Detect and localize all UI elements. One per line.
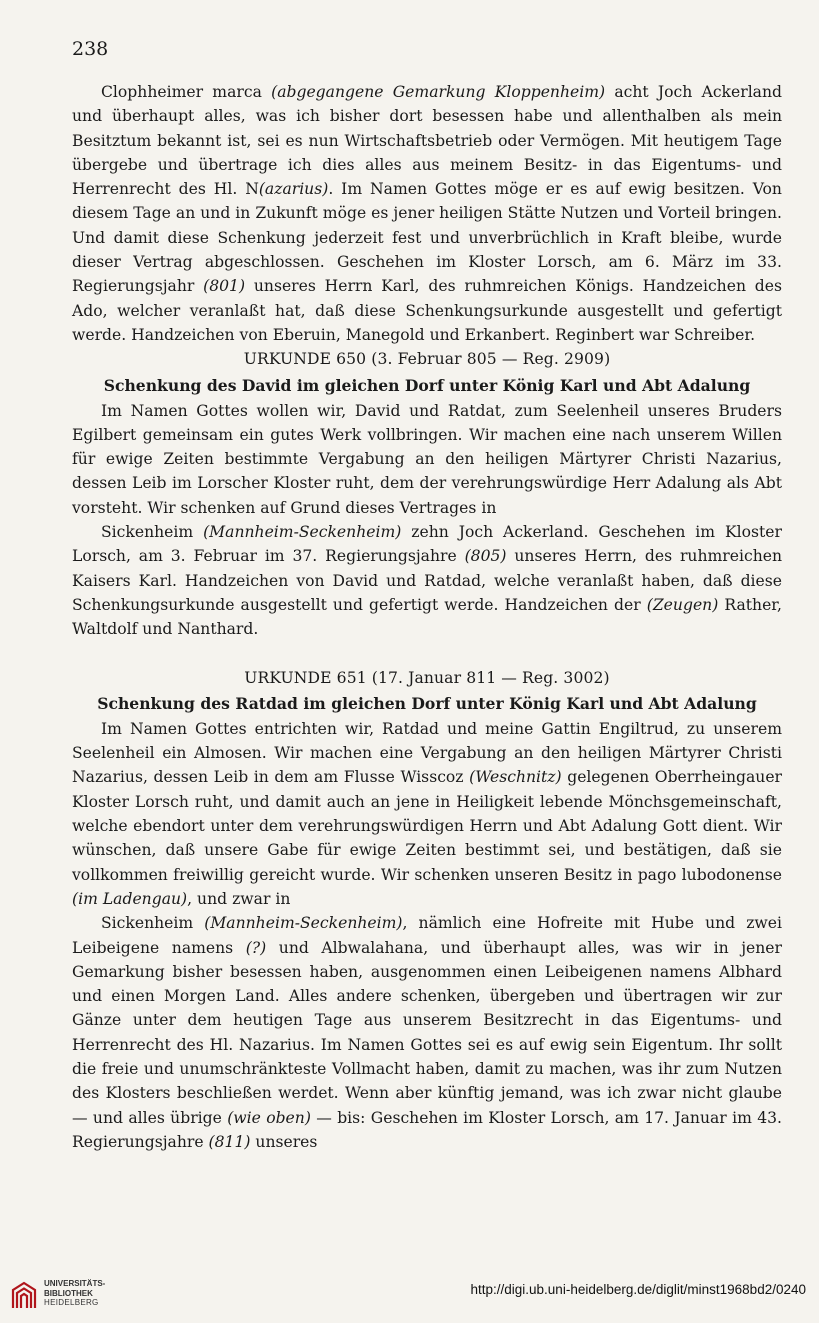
page-number: 238: [72, 38, 109, 60]
editorial-note: (Mannheim-Seckenheim): [204, 914, 403, 933]
urkunde-650-paragraph-1: Im Namen Gottes wollen wir, David und Ratdat, zum Seelenheil unseres Bruders Egilbert gemeinsam ein gutes Werk vollbringen. Wir machen eine nach unserem Willen für ewige Zeiten bestimmte Vergabung an den heiligen Märtyrer Christi Nazarius, dessen Leib im Lorscher Kloster ruht, dem der verehrungswürdige Herr Adalung als Abt vorsteht. Wir schenken auf Grund dieses Vertrages in: [72, 401, 782, 517]
intro-paragraph: [72, 80, 782, 347]
urkunde-651-paragraph-1: [72, 717, 782, 911]
text-run: unseres Herrn, des ruhmreichen Kaisers Karl. Handzeichen von David und Ratdad, welche veranlaßt haben, daß diese Schenkungsurkunde ausgestellt und gefertigt werde. Handzeichen der: [72, 547, 783, 614]
page-body: [72, 80, 782, 1154]
urkunde-650-title: Schenkung des David im gleichen Dorf unter König Karl und Abt Adalung: [103, 375, 751, 395]
editorial-note: (Weschnitz): [469, 768, 562, 787]
editorial-note: (?): [245, 938, 267, 957]
editorial-note: (801): [203, 277, 246, 296]
urkunde-651-paragraph-2: [72, 911, 782, 1154]
library-name-line-3: HEIDELBERG: [44, 1298, 99, 1307]
text-run: und Albwalahana, und überhaupt alles, was wir in jener Gemarkung bisher besessen haben, ausgenommen einen Leibeigenen namens Albhard und einen Morgen Land. Alles andere schenken, übergeben und übertragen wir zur Gänze unter dem heutigen Tage aus unserem Besitzrecht in das Eigentums- und Herrenrecht des Hl. Nazarius. Im Namen Gottes sei es auf ewig sein Eigentum. Ihr sollt die freie und unumschränkteste Vollmacht haben, damit zu machen, was ihr zum Nutzen des Klosters beschließen werdet. Wenn aber künftig jemand, was ich zwar nicht glaube — und alles übrige: [72, 938, 782, 1127]
library-logo-graphic: [10, 1280, 38, 1310]
permalink-url[interactable]: http://digi.ub.uni-heidelberg.de/diglit/minst1968bd2/0240: [470, 1282, 806, 1297]
text-run: . Im Namen Gottes möge er es auf ewig besitzen. Von diesem Tage an und in Zukunft möge es jener heiligen Stätte Nutzen und Vorteil bringen. Und damit diese Schenkung jederzeit fest und unverbrüchlich in Kraft bleibe, wurde dieser Vertrag abgeschlossen. Geschehen im Kloster Lorsch, am 6. März im 33. Regierungsjahr: [72, 180, 782, 296]
text-run: , nämlich eine Hofreite mit Hube und zwei Leibeigene namens: [72, 914, 782, 957]
library-logo-icon: [10, 1280, 38, 1310]
editorial-note: (azarius): [258, 180, 329, 199]
editorial-note: (abgegangene Gemarkung Kloppenheim): [271, 83, 606, 101]
text-run: Sickenheim: [101, 523, 204, 542]
text-run: Rather, Waltdolf und Nanthard.: [72, 595, 782, 639]
urkunde-650-heading: URKUNDE 650 (3. Februar 805 — Reg. 2909): [243, 350, 611, 369]
editorial-note: (wie oben): [227, 1108, 311, 1127]
editorial-note: (Mannheim-Seckenheim): [203, 523, 402, 542]
editorial-note: (im Ladengau): [72, 889, 188, 908]
editorial-note: (811): [208, 1132, 251, 1151]
editorial-note: (Zeugen): [646, 595, 719, 614]
text-run: — bis: Geschehen im Kloster Lorsch, am 17. Januar im 43. Regierungsjahre: [72, 1108, 782, 1151]
text-run: unseres: [250, 1132, 318, 1151]
text-run: zehn Joch Ackerland. Geschehen im Kloster Lorsch, am 3. Februar im 37. Regierungsjahre: [72, 523, 782, 566]
urkunde-651-heading: URKUNDE 651 (17. Januar 811 — Reg. 3002): [244, 668, 610, 687]
editorial-note: (805): [464, 547, 507, 566]
digitization-footer: [0, 1262, 819, 1323]
text-run: unseres Herrn Karl, des ruhmreichen Königs. Handzeichen des Ado, welcher veranlaßt hat, daß diese Schenkungsurkunde ausgestellt und gefertigt werde. Handzeichen von Eberuin, Manegold und Erkanbert. Reginbert war Schreiber.: [72, 277, 782, 344]
text-run: acht Joch Ackerland und überhaupt alles, was ich bisher dort besessen habe und allenthalben als mein Besitztum bekannt ist, sei es nun Wirtschaftsbetrieb oder Vermögen. Mit heutigem Tage übergebe und übertrage ich dies alles aus meinem Besitz- in das Eigentums- und Herrenrecht des Hl. N: [72, 83, 782, 199]
text-run: Clophheimer marca: [101, 83, 272, 101]
urkunde-651-title: Schenkung des Ratdad im gleichen Dorf unter König Karl und Abt Adalung: [97, 693, 757, 713]
urkunde-650-paragraph-2: [72, 520, 782, 641]
library-name-line-1: UNIVERSITÄTS-: [44, 1279, 106, 1288]
text-run: Sickenheim: [101, 914, 205, 933]
text-run: , und zwar in: [187, 889, 291, 908]
library-name-line-2: BIBLIOTHEK: [44, 1288, 93, 1298]
text-run: Im Namen Gottes entrichten wir, Ratdad und meine Gattin Engiltrud, zu unserem Seelenheil ein Almosen. Wir machen eine Vergabung an den heiligen Märtyrer Christi Nazarius, dessen Leib in dem am Flusse Wisscoz: [72, 719, 782, 787]
library-name: [44, 1279, 105, 1308]
text-run: gelegenen Oberrheingauer Kloster Lorsch ruht, und damit auch an jene in Heiligkeit lebende Mönchsgemeinschaft, welche ebendort unter dem verehrungswürdigen Herrn und Abt Adalung Gott dient. Wir wünschen, daß unsere Gabe für ewige Zeiten bestimmt sei, und bestätigen, daß sie vollkommen freiwillig gereicht wurde. Wir schenken unseren Besitz in pago lubodonense: [72, 768, 783, 884]
